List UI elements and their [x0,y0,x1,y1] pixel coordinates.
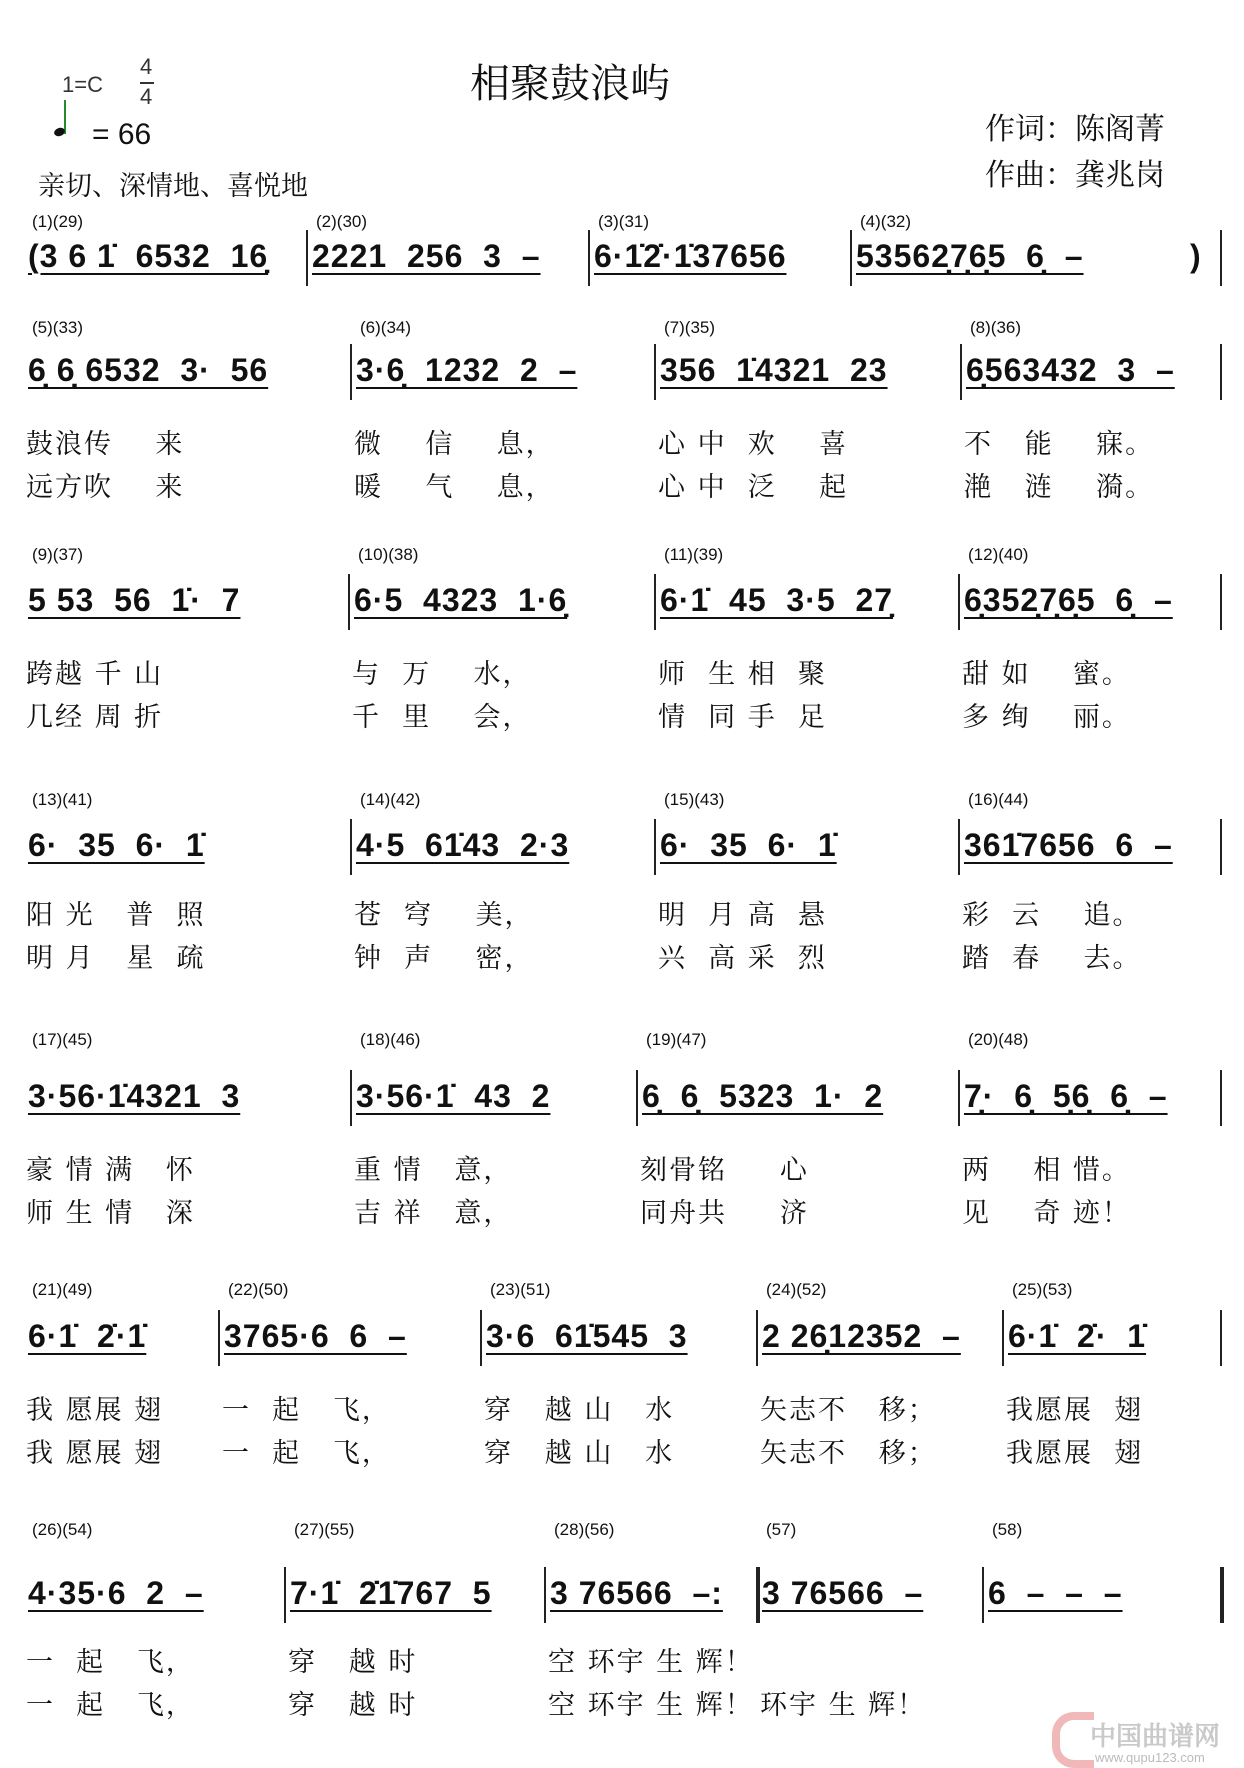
lyrics-verse-1: 我 愿展 翅 [26,1395,164,1426]
bar-line [1220,819,1222,875]
measure-number: (15)(43) [664,790,725,809]
measure-number: (57) [766,1520,797,1539]
lyrics-verse-2: 远方吹 来 [26,472,185,503]
bar-line [350,819,352,875]
composer-credit: 作曲：龚兆岗 [985,158,1165,193]
lyrics-verse-1: 与 万 水， [352,659,532,690]
bar-line [982,1567,984,1623]
measure-number: (26)(54) [32,1520,93,1539]
measure-notes: 2 26̣12352 – [762,1318,961,1354]
watermark-url: www.qupu123.com [1095,1750,1205,1765]
lyrics-verse-2: 同舟共 济 [640,1198,809,1229]
time-signature-top: 4 [140,54,153,79]
bar-line [654,819,656,875]
measure-number: (4)(32) [860,212,912,231]
bar-line [1220,574,1222,630]
lyricist-credit: 作词：陈阁菁 [985,112,1165,147]
bar-line [350,1070,352,1126]
measure-notes: 3·6 61̇545 3 [486,1318,688,1354]
measure-notes: 3 76566 – [762,1575,924,1611]
measure-notes: 3 76566 –: [550,1575,723,1611]
lyrics-verse-1: 明 月 高 悬 [658,900,827,931]
measure-notes: 4·35·6 2 – [28,1575,204,1611]
lyrics-verse-2: 环宇 生 辉！ [760,1690,927,1721]
lyrics-verse-1: 甜 如 蜜。 [962,659,1131,690]
bar-line [958,1070,960,1126]
lyrics-verse-1: 我愿展 翅 [1006,1395,1144,1426]
lyrics-verse-1: 一 起 飞， [222,1395,391,1426]
expression-marking: 亲切、深情地、喜悦地 [38,171,308,202]
lyrics-verse-2: 滟 涟 漪。 [964,472,1155,503]
lyrics-verse-2: 多 绚 丽。 [962,702,1131,733]
lyrics-verse-1: 苍 穹 美， [354,900,534,931]
lyrics-verse-1: 微 信 息， [354,429,555,460]
lyrics-verse-2: 千 里 会， [352,702,532,733]
bar-line [654,574,656,630]
lyrics-verse-1: 一 起 飞， [26,1647,195,1678]
measure-notes: 6·1̇ 2̇·1̇ [28,1318,147,1354]
measure-number: (22)(50) [228,1280,289,1299]
measure-notes: 2221 256 3 – [312,238,541,274]
bar-line [850,230,852,286]
measure-notes: 6· 35 6· 1̇ [28,827,205,863]
measure-notes: 5 53 56 1̇· 7 [28,582,241,618]
measure-number: (2)(30) [316,212,368,231]
measure-number: (7)(35) [664,318,716,337]
measure-number: (20)(48) [968,1030,1029,1049]
lyrics-verse-1: 穿 越 山 水 [484,1395,675,1426]
measure-number: (24)(52) [766,1280,827,1299]
measure-number: (13)(41) [32,790,93,809]
measure-notes: 7·1̇ 2̇1̇767 5 [290,1575,492,1611]
lyrics-verse-1: 跨越 千 山 [26,659,164,690]
measure-notes: (3 6 1̇ 6532 16̣ [28,238,269,274]
measure-number: (6)(34) [360,318,412,337]
measure-notes: 3·56·1̇4321 3 [28,1078,241,1114]
measure-notes: 6·1̇ 45 3·5 27̣ [660,582,894,618]
lyrics-verse-1: 心 中 欢 喜 [658,429,849,460]
measure-number: (27)(55) [294,1520,355,1539]
bar-line [1002,1310,1004,1366]
bar-line [1220,230,1222,286]
watermark-name: 中国曲谱网 [1090,1722,1221,1752]
measure-number: (16)(44) [968,790,1029,809]
measure-notes: 6·5 4323 1·6̣ [354,582,568,618]
measure-number: (19)(47) [646,1030,707,1049]
measure-notes: 3·6̣ 1232 2 – [356,352,578,388]
bar-line [1220,1070,1222,1126]
measure-number: (25)(53) [1012,1280,1073,1299]
lyrics-verse-1: 空 环宇 生 辉！ [548,1647,754,1678]
measure-notes: 3765·6 6 – [224,1318,407,1354]
bar-line [218,1310,220,1366]
measure-notes: 6̣ 6̣ 6532 3· 56 [28,352,269,388]
lyrics-verse-2: 钟 声 密， [354,943,534,974]
lyrics-verse-1: 豪 情 满 怀 [26,1155,195,1186]
bar-line [284,1567,286,1623]
bar-line [544,1567,546,1623]
bar-line [636,1070,638,1126]
measure-number: (11)(39) [664,545,724,564]
lyrics-verse-2: 兴 高 采 烈 [658,943,827,974]
bar-line [306,230,308,286]
measure-number: (8)(36) [970,318,1022,337]
bar-line [958,819,960,875]
measure-number: (17)(45) [32,1030,93,1049]
measure-notes: 53562̣7̣6̣5 6̣ – [856,238,1084,274]
lyrics-verse-2: 一 起 飞， [26,1690,195,1721]
measure-number: (12)(40) [968,545,1029,564]
lyrics-verse-1: 阳 光 普 照 [26,900,206,931]
lyrics-verse-2: 一 起 飞， [222,1438,391,1469]
lyrics-verse-2: 心 中 泛 起 [658,472,849,503]
bar-line [958,574,960,630]
lyrics-verse-2: 空 环宇 生 辉！ [548,1690,754,1721]
measure-number: (21)(49) [32,1280,93,1299]
bar-line [1220,344,1222,400]
lyrics-verse-2: 见 奇 迹！ [962,1198,1131,1229]
measure-notes: 4·5 61̇43 2·3 [356,827,570,863]
tempo-marking: = 66 [92,118,152,151]
lyrics-verse-2: 踏 春 去。 [962,943,1142,974]
measure-number: (28)(56) [554,1520,615,1539]
measure-number: (1)(29) [32,212,84,231]
lyrics-verse-2: 我 愿展 翅 [26,1438,164,1469]
measure-notes: 6 – – – [988,1575,1123,1611]
measure-notes: 6̣352̣7̣6̣5 6̣ – [964,582,1173,618]
bar-line [480,1310,482,1366]
measure-notes: 361̇7656 6 – [964,827,1173,863]
lyrics-verse-2: 我愿展 翅 [1006,1438,1144,1469]
measure-number: (58) [992,1520,1023,1539]
measure-number: (3)(31) [598,212,650,231]
key-signature: 1=C [62,72,103,97]
lyrics-verse-1: 鼓浪传 来 [26,429,185,460]
watermark-logo-icon [1052,1712,1094,1768]
measure-number: (23)(51) [490,1280,551,1299]
lyrics-verse-2: 穿 越 山 水 [484,1438,675,1469]
measure-number: (14)(42) [360,790,421,809]
measure-number: (9)(37) [32,545,84,564]
bar-line [654,344,656,400]
bar-line [1220,1310,1222,1366]
measure-notes: 3·56·1̇ 43 2 [356,1078,551,1114]
bar-line [960,344,962,400]
lyrics-verse-2: 几经 周 折 [26,702,164,733]
lyrics-verse-2: 暖 气 息， [354,472,555,503]
lyrics-verse-1: 矢志不 移； [760,1395,937,1426]
measure-notes: 6·1̇ 2̇· 1̇ [1008,1318,1147,1354]
repeat-bar-line [756,1567,760,1623]
bar-line [348,574,350,630]
song-title: 相聚鼓浪屿 [470,61,670,107]
lyrics-verse-2: 穿 越 时 [288,1690,418,1721]
closing-parenthesis: ) [1190,238,1202,274]
bar-line [350,344,352,400]
quarter-note-icon [62,100,66,138]
lyrics-verse-1: 重 情 意， [354,1155,513,1186]
lyrics-verse-1: 穿 越 时 [288,1647,418,1678]
time-signature-bottom: 4 [140,84,153,109]
measure-number: (18)(46) [360,1030,421,1049]
measure-notes: 6·1̇2̇·1̇37656 [594,238,787,274]
measure-notes: 356 1̇4321 23 [660,352,888,388]
measure-number: (5)(33) [32,318,84,337]
bar-line [756,1310,758,1366]
lyrics-verse-2: 师 生 情 深 [26,1198,195,1229]
measure-notes: 7̣· 6̣ 5̣6̣ 6̣ – [964,1078,1168,1114]
lyrics-verse-1: 两 相 惜。 [962,1155,1131,1186]
measure-notes: 6̣563432 3 – [966,352,1175,388]
lyrics-verse-1: 师 生 相 聚 [658,659,827,690]
measure-notes: 6· 35 6· 1̇ [660,827,837,863]
lyrics-verse-2: 吉 祥 意， [354,1198,513,1229]
measure-number: (10)(38) [358,545,419,564]
measure-notes: 6̣ 6̣ 5323 1· 2 [642,1078,884,1114]
final-bar-line [1220,1567,1224,1623]
lyrics-verse-2: 情 同 手 足 [658,702,827,733]
lyrics-verse-2: 明 月 星 疏 [26,943,206,974]
lyrics-verse-1: 刻骨铭 心 [640,1155,809,1186]
lyrics-verse-1: 彩 云 追。 [962,900,1142,931]
lyrics-verse-2: 矢志不 移； [760,1438,937,1469]
lyrics-verse-1: 不 能 寐。 [964,429,1155,460]
bar-line [588,230,590,286]
